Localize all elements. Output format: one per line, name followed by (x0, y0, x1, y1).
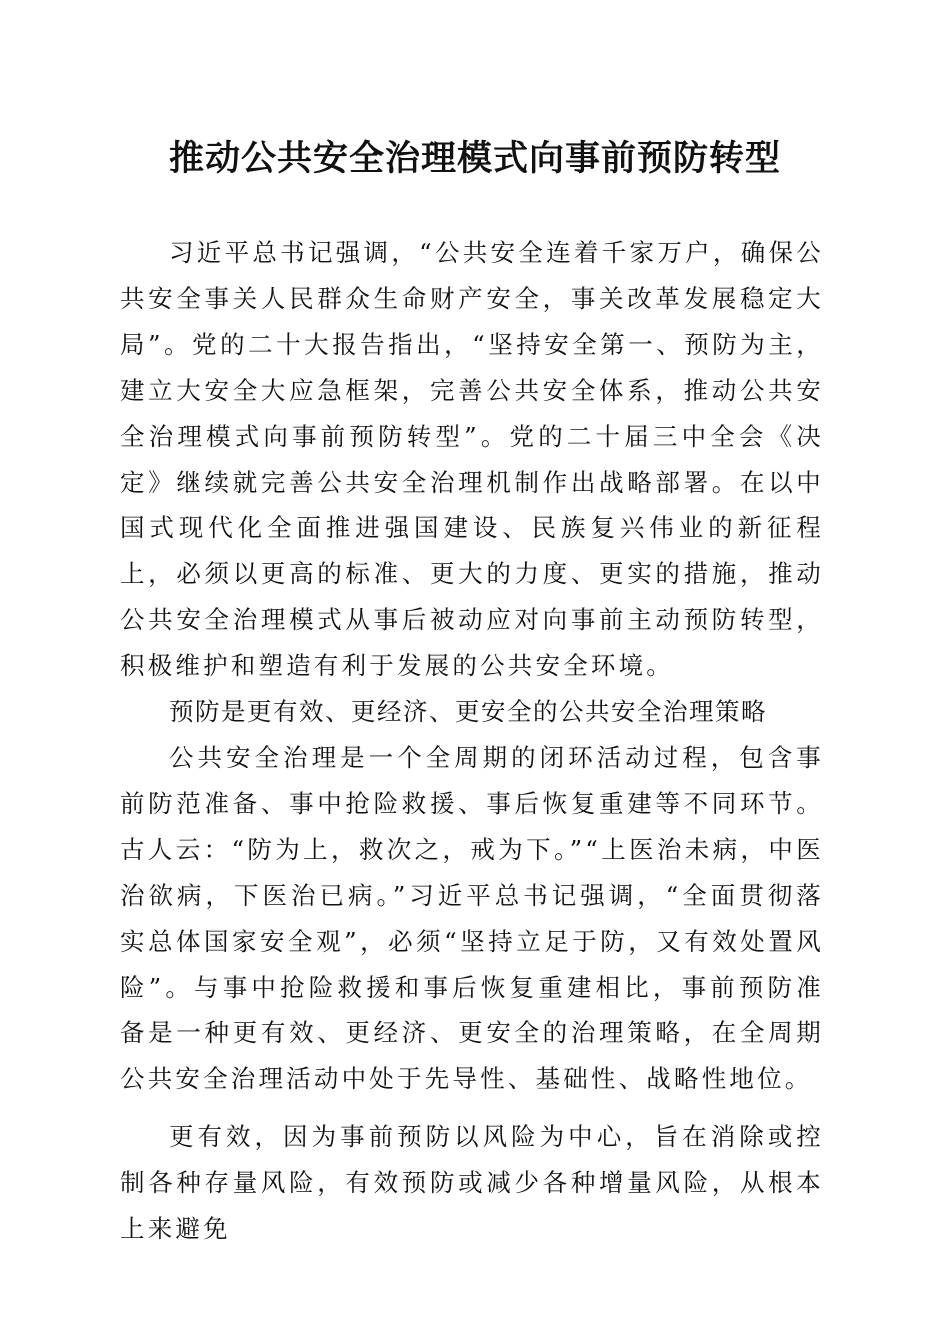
paragraph-more-effective: 更有效，因为事前预防以风险为中心，旨在消除或控制各种存量风险，有效预防或减少各种增量风险，从根本上来避免 (120, 1122, 824, 1244)
document-body (120, 230, 824, 1252)
document-title: 推动公共安全治理模式向事前预防转型 (168, 138, 781, 179)
section-heading: 预防是更有效、更经济、更安全的公共安全治理策略 (169, 697, 767, 727)
paragraph-lifecycle: 公共安全治理是一个全周期的闭环活动过程，包含事前防范准备、事中抢险救援、事后恢复重建等不同环节。古人云：“防为上，救次之，戒为下。”“上医治未病，中医治欲病，下医治已病。”习近平总书记强调，“全面贯彻落实总体国家安全观”，必须“坚持立足于防，又有效处置风险”。与事中抢险救援和事后恢复重建相比，事前预防准备是一种更有效、更经济、更安全的治理策略，在全周期公共安全治理活动中处于先导性、基础性、战略性地位。 (120, 742, 824, 1094)
paragraph-intro: 习近平总书记强调，“公共安全连着千家万户，确保公共安全事关人民群众生命财产安全，事关改革发展稳定大局”。党的二十大报告指出，“坚持安全第一、预防为主，建立大安全大应急框架，完善公共安全体系，推动公共安全治理模式向事前预防转型”。党的二十届三中全会《决定》继续就完善公共安全治理机制作出战略部署。在以中国式现代化全面推进强国建设、民族复兴伟业的新征程上，必须以更高的标准、更大的力度、更实的措施，推动公共安全治理模式从事后被动应对向事前主动预防转型，积极维护和塑造有利于发展的公共安全环境。 (120, 238, 824, 681)
